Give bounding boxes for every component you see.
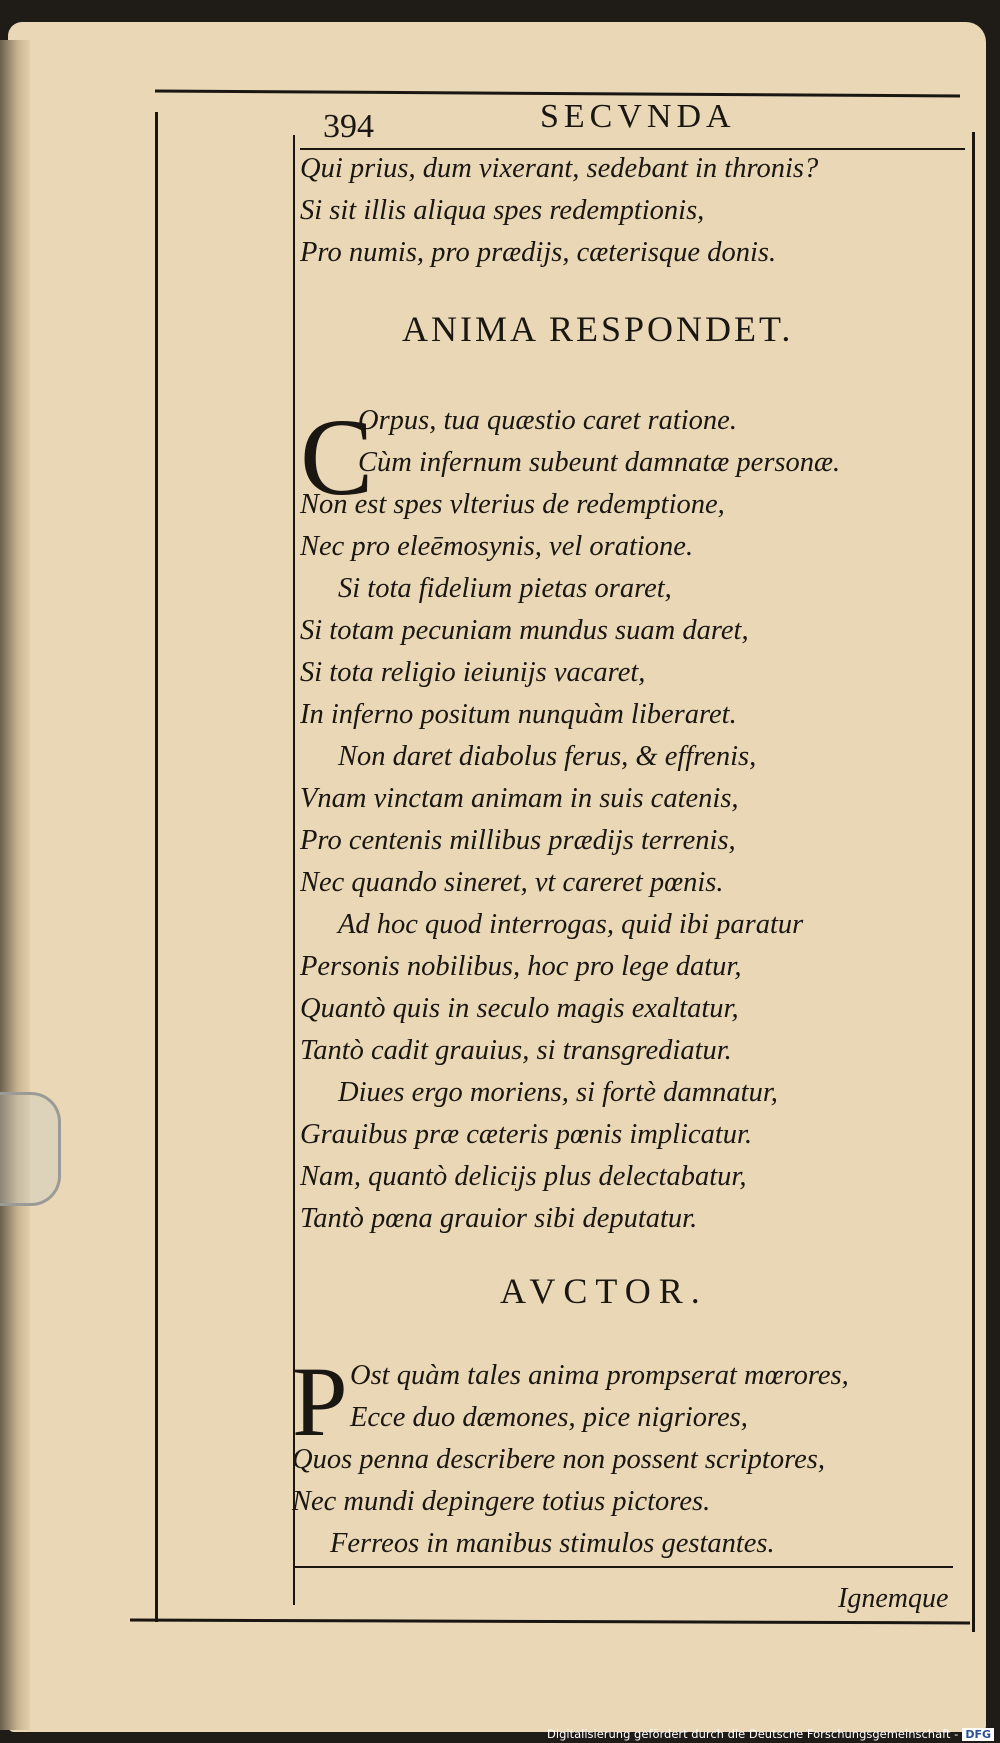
verse-block-2 [300, 396, 841, 1240]
verse-line: Cùm infernum subeunt damnatæ personæ. [358, 447, 841, 478]
digitization-credit [547, 1727, 994, 1741]
book-spine [0, 40, 30, 1730]
left-outer-border [155, 112, 158, 1622]
drop-capital-p: P [292, 1346, 348, 1457]
verse-line: Quos penna describere non possent scriptores, [292, 1444, 825, 1475]
catchword: Ignemque [838, 1583, 949, 1614]
verse-line: Pro centenis millibus prædijs terrenis, [300, 825, 736, 856]
bottom-text-rule [293, 1566, 953, 1568]
page-number: 394 [323, 108, 374, 145]
verse-line: Nec quando sineret, vt careret pœnis. [300, 867, 724, 898]
verse-block-3 [292, 1355, 849, 1565]
verse-line: Ad hoc quod interrogas, quid ibi paratur [338, 909, 804, 940]
section-heading-auctor: AVCTOR. [500, 1271, 708, 1311]
verse-line: Nec pro eleēmosynis, vel oratione. [300, 531, 694, 562]
right-border [972, 132, 975, 1632]
verse-line: Si totam pecuniam mundus suam daret, [300, 615, 749, 646]
running-head: SECVNDA [540, 98, 736, 135]
verse-line: Si tota religio ieiunijs vacaret, [300, 657, 646, 688]
verse-line: Non est spes vlterius de redemptione, [300, 489, 725, 520]
verse-line: Ost quàm tales anima prompserat mœrores, [350, 1360, 849, 1391]
verse-line: Pro numis, pro prædijs, cæterisque donis. [300, 237, 777, 268]
verse-line: In inferno positum nunquàm liberaret. [300, 699, 737, 730]
page-clip [0, 1092, 61, 1206]
dfg-logo: DFG [962, 1728, 994, 1741]
verse-line: Qui prius, dum vixerant, sedebant in thronis? [300, 153, 819, 184]
section-heading-anima-respondet: ANIMA RESPONDET. [402, 309, 794, 349]
verse-block-1 [300, 148, 818, 274]
verse-line: Tantò cadit grauius, si transgrediatur. [300, 1035, 732, 1066]
verse-line: Non daret diabolus ferus, & effrenis, [338, 741, 757, 772]
verse-line: Orpus, tua quæstio caret ratione. [358, 405, 737, 436]
verse-line: Personis nobilibus, hoc pro lege datur, [300, 951, 742, 982]
verse-line: Si sit illis aliqua spes redemptionis, [300, 195, 705, 226]
credit-text: Digitalisierung gefördert durch die Deutsche Forschungsgemeinschaft - [547, 1727, 959, 1741]
verse-line: Diues ergo moriens, si fortè damnatur, [338, 1077, 778, 1108]
verse-line: Si tota fidelium pietas oraret, [338, 573, 672, 604]
verse-line: Tantò pœna grauior sibi deputatur. [300, 1203, 698, 1234]
verse-line: Vnam vinctam animam in suis catenis, [300, 783, 739, 814]
verse-line: Nam, quantò delicijs plus delectabatur, [300, 1161, 747, 1192]
drop-capital-c: C [300, 396, 374, 518]
verse-line: Ecce duo dæmones, pice nigriores, [350, 1402, 748, 1433]
verse-line: Nec mundi depingere totius pictores. [292, 1486, 711, 1517]
verse-line: Grauibus præ cæteris pœnis implicatur. [300, 1119, 753, 1150]
verse-line: Quantò quis in seculo magis exaltatur, [300, 993, 739, 1024]
verse-line: Ferreos in manibus stimulos gestantes. [330, 1528, 775, 1559]
